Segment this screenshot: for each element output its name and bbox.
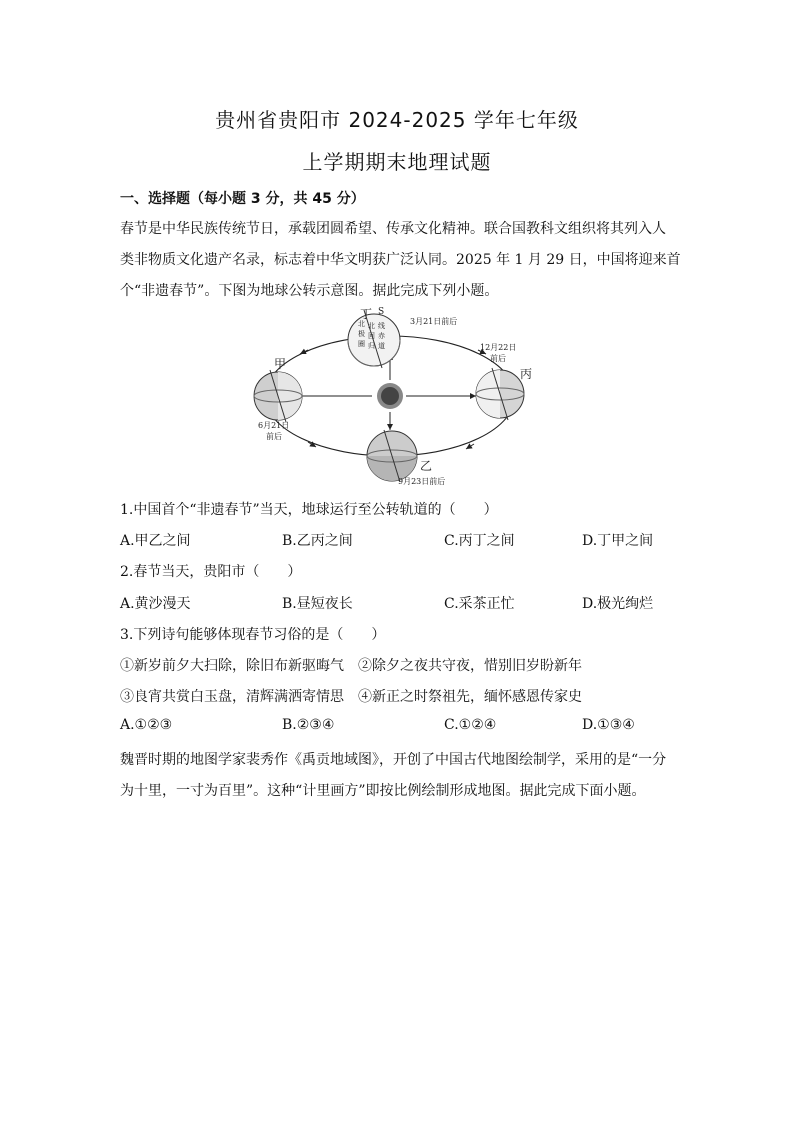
exam-title-line2: 上学期期末地理试题 bbox=[302, 150, 492, 174]
date-label-dec: 前后 bbox=[490, 354, 506, 363]
section-heading: 一、选择题（每小题 3 分，共 45 分） bbox=[120, 191, 365, 207]
q3-option-c[interactable]: C.①②④ bbox=[444, 717, 497, 733]
earth-yi-icon bbox=[367, 430, 417, 482]
q1-option-b[interactable]: B.乙丙之间 bbox=[282, 533, 353, 549]
passage2-line: 魏晋时期的地图学家裴秀作《禹贡地域图》，开创了中国古代地图绘制学，采用的是“一分 bbox=[120, 752, 667, 768]
q3-option-a[interactable]: A.①②③ bbox=[120, 717, 173, 733]
q3-poem-line: ①新岁前夕大扫除，除旧布新驱晦气 ②除夕之夜共守夜，惜别旧岁盼新年 bbox=[120, 658, 582, 674]
q3-option-d[interactable]: D.①③④ bbox=[582, 717, 635, 733]
earth-label: 北 bbox=[368, 322, 375, 330]
earth-label: 赤 bbox=[378, 332, 385, 340]
sun-icon bbox=[377, 383, 403, 409]
date-label-sep: 9月23日前后 bbox=[398, 477, 446, 486]
earth-jia-icon bbox=[254, 370, 302, 422]
q1-option-a[interactable]: A.甲乙之间 bbox=[120, 533, 191, 549]
q2-option-b[interactable]: B.昼短夜长 bbox=[282, 596, 353, 612]
earth-label: 归 bbox=[368, 342, 375, 350]
earth-label: 道 bbox=[378, 342, 385, 350]
q2-option-d[interactable]: D.极光绚烂 bbox=[582, 596, 654, 612]
earth-label: 线 bbox=[378, 322, 385, 330]
earth-revolution-diagram bbox=[248, 306, 548, 492]
position-label-yi: 乙 bbox=[420, 459, 433, 473]
q2-option-a[interactable]: A.黄沙漫天 bbox=[120, 596, 191, 612]
position-label-ding: 丁 bbox=[360, 307, 373, 321]
q3-option-b[interactable]: B.②③④ bbox=[282, 717, 335, 733]
q1-option-c[interactable]: C.丙丁之间 bbox=[444, 533, 515, 549]
position-label-bing: 丙 bbox=[520, 367, 533, 381]
earth-label: 极 bbox=[358, 330, 365, 338]
date-label-jun: 6月21日 bbox=[258, 421, 290, 430]
date-label-mar: 3月21日前后 bbox=[410, 317, 458, 326]
q1-option-d[interactable]: D.丁甲之间 bbox=[582, 533, 654, 549]
passage2-line: 为十里，一寸为百里”。这种“计里画方”即按比例绘制形成地图。据此完成下面小题。 bbox=[120, 783, 646, 799]
position-label-jia: 甲 bbox=[274, 357, 287, 371]
question-1-stem: 1.中国首个“非遗春节”当天，地球运行至公转轨道的（ ） bbox=[120, 502, 498, 518]
earth-label: 回 bbox=[368, 332, 375, 340]
passage1-line: 类非物质文化遗产名录，标志着中华文明获广泛认同。2025 年 1 月 29 日，中国将迎来首 bbox=[120, 252, 681, 268]
earth-label: 北 bbox=[358, 320, 365, 328]
earth-bing-icon bbox=[476, 368, 524, 420]
question-3-stem: 3.下列诗句能够体现春节习俗的是（ ） bbox=[120, 627, 386, 643]
q2-option-c[interactable]: C.采茶正忙 bbox=[444, 596, 515, 612]
orbit-arrow-icon bbox=[466, 444, 474, 449]
q3-poem-line: ③良宵共赏白玉盘，清辉满洒寄情思 ④新正之时祭祖先，缅怀感恩传家史 bbox=[120, 689, 582, 705]
date-label-jun: 前后 bbox=[266, 432, 282, 441]
axis-symbol: S bbox=[378, 307, 385, 317]
question-2-stem: 2.春节当天，贵阳市（ ） bbox=[120, 564, 302, 580]
date-label-dec: 12月22日 bbox=[480, 343, 517, 352]
orbit-arrow-icon bbox=[300, 350, 308, 354]
passage1-line: 春节是中华民族传统节日，承载团圆希望、传承文化精神。联合国教科文组织将其列入人 bbox=[120, 221, 666, 237]
passage1-line: 个“非遗春节”。下图为地球公转示意图。据此完成下列小题。 bbox=[120, 283, 499, 299]
earth-label: 圈 bbox=[358, 340, 365, 348]
exam-title-line1: 贵州省贵阳市 2024-2025 学年七年级 bbox=[215, 108, 579, 132]
